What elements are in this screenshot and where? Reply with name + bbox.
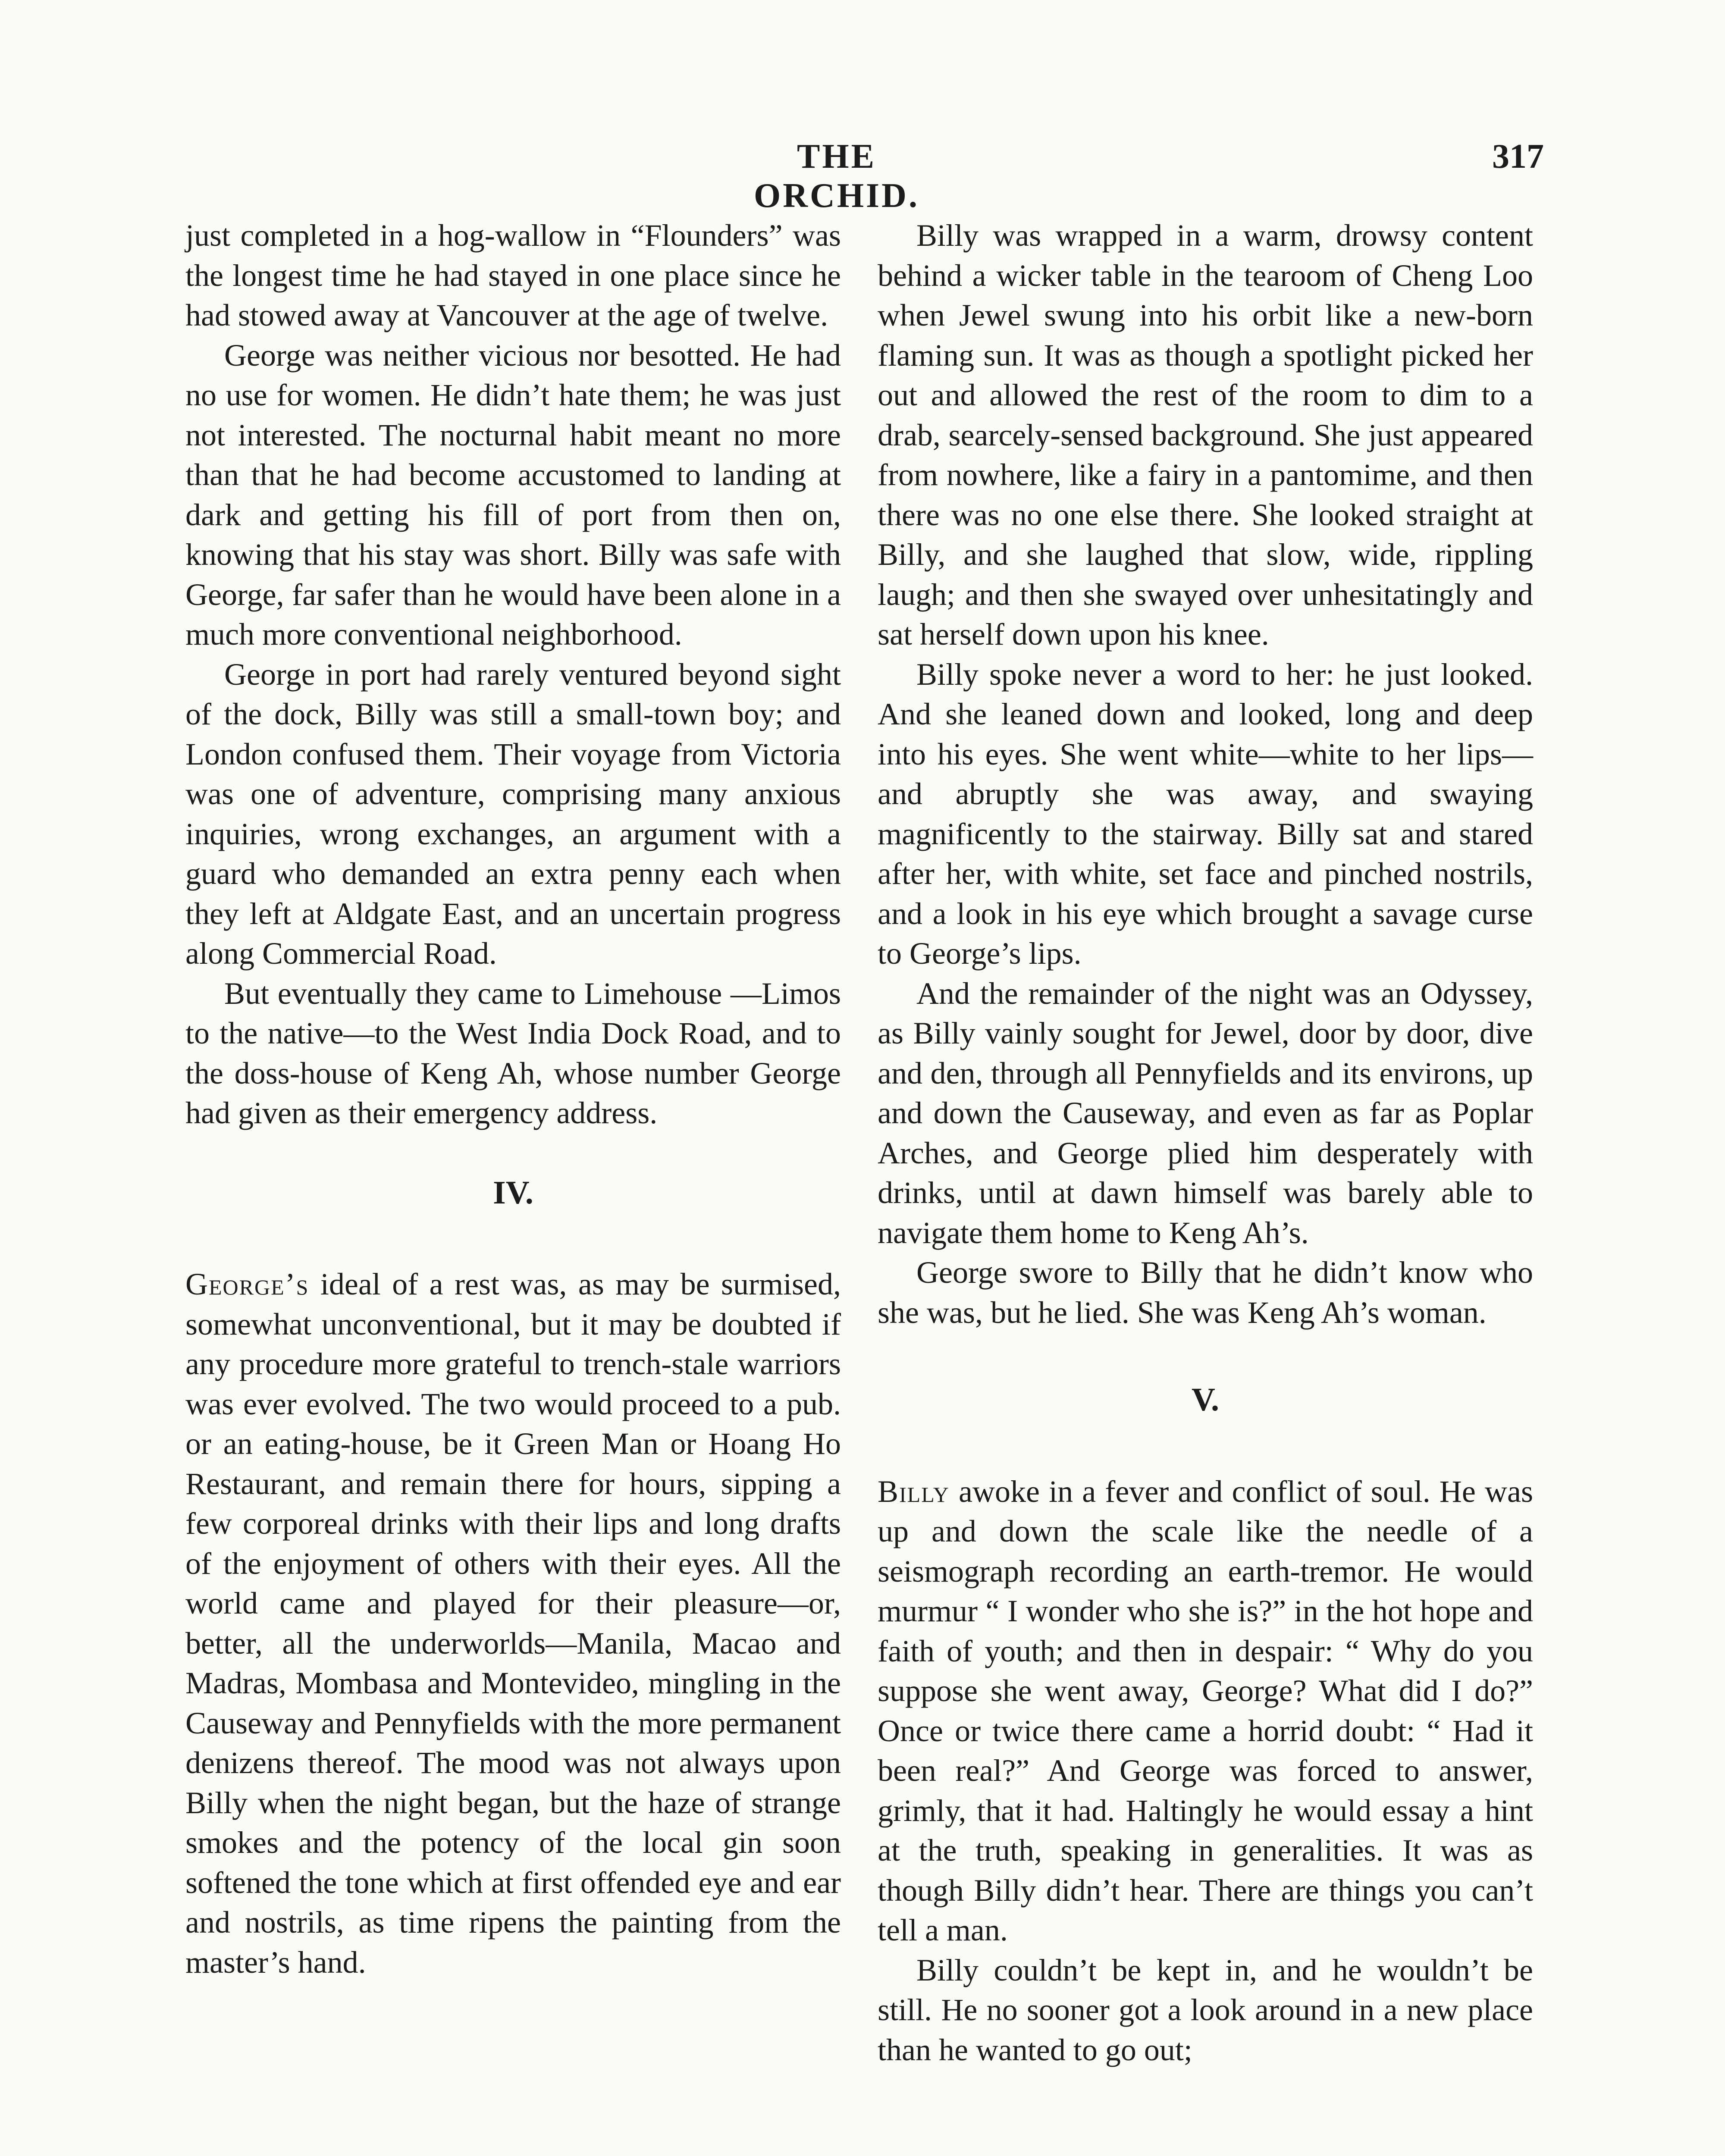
- paragraph: Billy was wrapped in a warm, drowsy content behind a wicker table in the tearoom of Cheng Loo when Jewel swung into his orbit like a new-born flaming sun. It was as though a spotlight picked her out and allowed the rest of the room to dim to a drab, searcely-sensed background. She just appeared from nowhere, like a fairy in a pantomime, and then there was no one else there. She looked straight at Billy, and she laughed that slow, wide, rippling laugh; and then she swayed over unhesitatingly and sat herself down upon his knee.: [878, 218, 1533, 652]
- paragraph: George in port had rarely ventured beyond sight of the dock, Billy was still a small-town boy; and London confused them. Their voyage from Victoria was one of adventure, comprising many anxious inquiries, wrong exchanges, an argument with a guard who demanded an extra penny each when they left at Aldgate East, and an uncertain progress along Commercial Road.: [185, 657, 841, 971]
- paragraph: just completed in a hog-wallow in “Flounders” was the longest time he had stayed in one place since he had stowed away at Vancouver at the age of twelve.: [185, 218, 841, 332]
- left-column: [185, 216, 841, 2156]
- paragraph: George swore to Billy that he didn’t know who she was, but he lied. She was Keng Ah’s woman.: [878, 1255, 1533, 1330]
- lead-word: George’s: [185, 1267, 309, 1301]
- paragraph: Billy couldn’t be kept in, and he wouldn’t be still. He no sooner got a look around in a new place than he wanted to go out;: [878, 1952, 1533, 2067]
- paragraph-text: ideal of a rest was, as may be surmised, somewhat unconventional, but it may be doubted if any procedure more grateful to trench-stale warriors was ever evolved. The two would proceed to a pub. or an eating-house, be it Green Man or Hoang Ho Restaurant, and remain there for hours, sipping a few corporeal drinks with their lips and long drafts of the enjoyment of others with their eyes. All the world came and played for their pleasure—or, better, all the underworlds—Manila, Macao and Madras, Mombasa and Montevideo, mingling in the Causeway and Pennyfields with the more permanent denizens thereof. The mood was not always upon Billy when the night began, but the haze of strange smokes and the potency of the local gin soon softened the tone which at first offended eye and ear and nostrils, as time ripens the painting from the master’s hand.: [185, 1267, 841, 1980]
- paragraph: [185, 1264, 841, 1982]
- paragraph-text: awoke in a fever and conflict of soul. He was up and down the scale like the needle of a seismograph recording an earth-tremor. He would murmur “ I wonder who she is?” in the hot hope and faith of youth; and then in despair: “ Why do you suppose she went away, George? What did I do?” Once or twice there came a horrid doubt: “ Had it been real?” And George was forced to answer, grimly, that it had. Haltingly he would essay a hint at the truth, speaking in generalities. It was as though Billy didn’t hear. There are things you can’t tell a man.: [878, 1474, 1533, 1947]
- lead-word: Billy: [878, 1474, 950, 1509]
- right-column: [878, 216, 1533, 2156]
- paragraph: And the remainder of the night was an Odyssey, as Billy vainly sought for Jewel, door by door, dive and den, through all Pennyfields and its environs, up and down the Causeway, and even as far as Poplar Arches, and George plied him desperately with drinks, until at dawn himself was barely able to navigate them home to Keng Ah’s.: [878, 976, 1533, 1250]
- paragraph: Billy spoke never a word to her: he just looked. And she leaned down and looked, long and deep into his eyes. She went white—white to her lips—and abruptly she was away, and swaying magnificently to the stairway. Billy sat and stared after her, with white, set face and pinched nostrils, and a look in his eye which brought a savage curse to George’s lips.: [878, 657, 1533, 971]
- section-heading-iv: IV.: [493, 1174, 533, 1211]
- paragraph: George was neither vicious nor besotted. He had no use for women. He didn’t hate them; he was just not interested. The nocturnal habit meant no more than that he had become accustomed to landing at dark and getting his fill of port from then on, knowing that his stay was short. Billy was safe with George, far safer than he would have been alone in a much more conventional neighborhood.: [185, 338, 841, 652]
- paragraph: [878, 1472, 1533, 1950]
- page-number: 317: [1492, 138, 1544, 175]
- paragraph: But eventually they came to Limehouse —Limos to the native—to the West India Dock Road, and to the doss-house of Keng Ah, whose number George had given as their emergency address.: [185, 976, 841, 1130]
- section-heading-v: V.: [1191, 1382, 1220, 1418]
- running-title: THE ORCHID.: [754, 138, 919, 215]
